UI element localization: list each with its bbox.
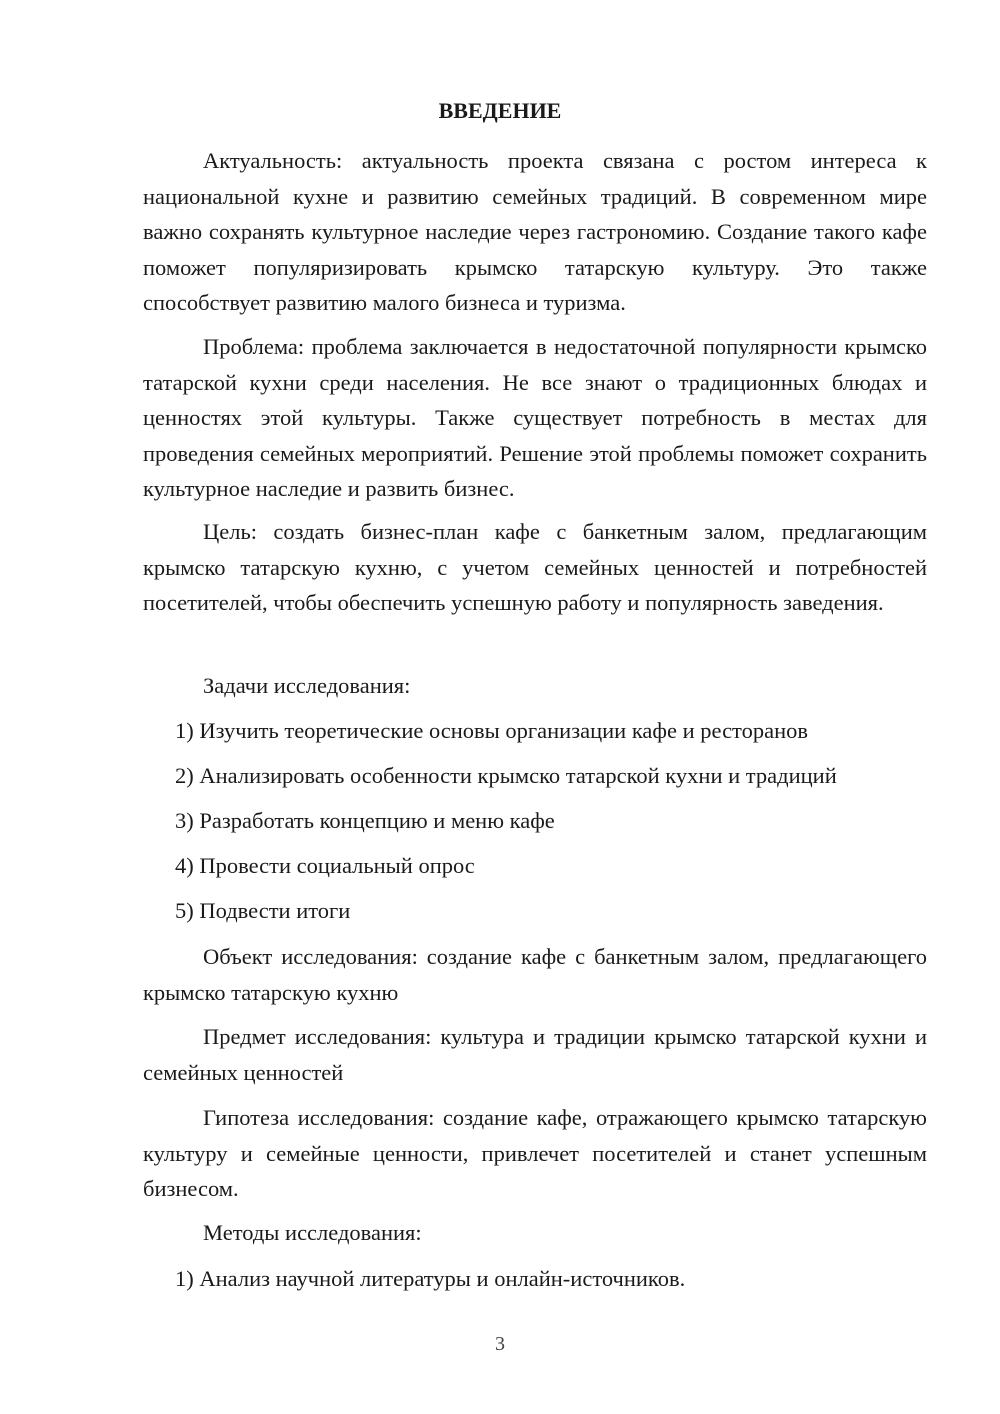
paragraph-subject: Предмет исследования: культура и традиции крымско татарской кухни и семейных ценностей: [143, 1024, 927, 1085]
page-title: ВВЕДЕНИЕ: [438, 98, 562, 123]
task-item: 2) Анализировать особенности крымско татарской кухни и традиций: [175, 763, 837, 788]
paragraph-relevance: Актуальность: актуальность проекта связана с ростом интереса к национальной кухне и развитию семейных традиций. В современном мире важно сохранять культурное наследие через гастрономию. Создание такого кафе поможет популяризировать крымско татарскую культуру. Это также способствует развитию малого бизнеса и туризма.: [143, 148, 927, 315]
task-item: 1) Изучить теоретические основы организации кафе и ресторанов: [175, 718, 808, 743]
paragraph-hypothesis: Гипотеза исследования: создание кафе, отражающего крымско татарскую культуру и семейные ценности, привлечет посетителей и станет успешным бизнесом.: [143, 1105, 927, 1201]
paragraph-object: Объект исследования: создание кафе с банкетным залом, предлагающего крымско татарскую кухню: [143, 944, 927, 1005]
method-item: 1) Анализ научной литературы и онлайн-источников.: [175, 1266, 686, 1291]
paragraph-problem: Проблема: проблема заключается в недостаточной популярности крымско татарской кухни среди населения. Не все знают о традиционных блюдах и ценностях этой культуры. Также существует потребность в местах для проведения семейных мероприятий. Решение этой проблемы поможет сохранить культурное наследие и развить бизнес.: [143, 334, 927, 501]
task-item: 3) Разработать концепцию и меню кафе: [175, 808, 555, 833]
paragraph-goal: Цель: создать бизнес-план кафе с банкетным залом, предлагающим крымско татарскую кухню, с учетом семейных ценностей и потребностей посетителей, чтобы обеспечить успешную работу и популярность заведения.: [143, 519, 927, 615]
task-item: 4) Провести социальный опрос: [175, 853, 475, 878]
page-number: 3: [495, 1333, 505, 1355]
methods-heading: Методы исследования:: [203, 1220, 422, 1245]
task-item: 5) Подвести итоги: [175, 898, 351, 923]
tasks-heading: Задачи исследования:: [203, 673, 411, 698]
